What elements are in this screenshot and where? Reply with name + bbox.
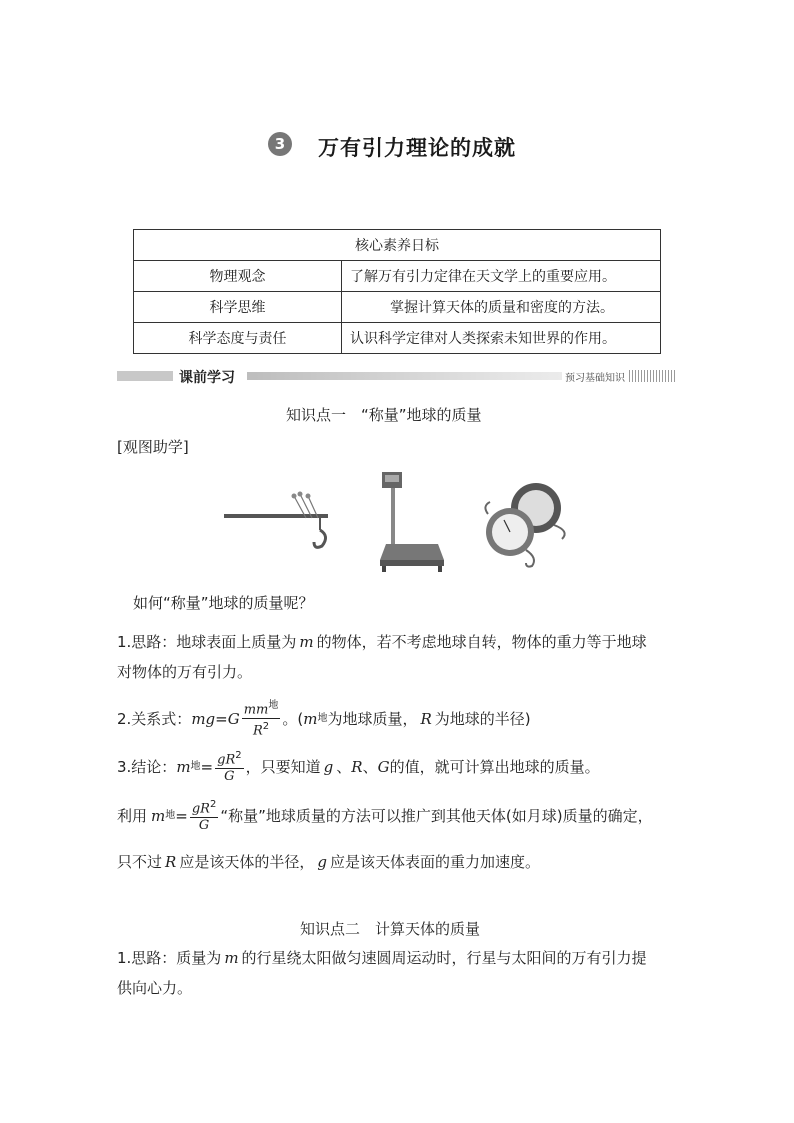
table-cell-content: 认识科学定律对人类探索未知世界的作用。 (342, 323, 661, 354)
core-literacy-table (133, 229, 661, 354)
kp2-item1-text-b: 的行星绕太阳做匀速圆周运动时，行星与太阳间的万有引力提 (241, 949, 647, 967)
section-number-badge: 3 (268, 132, 292, 156)
table-row (134, 323, 661, 354)
kp1-extra-line2b: 应是该天体的半径， (179, 853, 315, 871)
scale-platform (380, 544, 444, 560)
frac-numerator: mm (243, 702, 269, 718)
kp1-title: 知识点一 “称量”地球的质量 (286, 406, 482, 424)
kp1-item3-g: g (323, 757, 334, 776)
kp1-item1 (117, 627, 647, 657)
kp2-item1-text-a: 1.思路：质量为 (117, 949, 222, 967)
formula-fraction (190, 797, 219, 834)
kp1-item3-G: G (377, 757, 390, 776)
section-bar (117, 368, 677, 384)
frac-numerator: gR (217, 752, 236, 768)
frac-denominator-sup: 2 (262, 721, 270, 733)
kp1-item2-desc1: 为地球质量， (327, 709, 418, 728)
kp1-extra-m-sub: 地 (165, 809, 176, 821)
kp1-item1-m: m (299, 633, 314, 651)
formula-fraction (242, 698, 281, 740)
bar-stripes (623, 370, 677, 382)
frac-denominator: G (198, 818, 210, 834)
kp2-item1-line2: 供向心力。 (117, 979, 193, 997)
kp1-extra-line2c: 应是该天体表面的重力加速度。 (329, 853, 540, 871)
table-cell-category: 科学态度与责任 (134, 323, 342, 354)
table-row (134, 292, 661, 323)
kp1-extra-line2a: 只不过 (117, 853, 163, 871)
bar-left-block (117, 371, 173, 381)
table-header: 核心素养日标 (134, 230, 661, 261)
kp1-item1-text-b: 的物体，若不考虑地球自转，物体的重力等于地球 (316, 633, 647, 651)
kp1-question: 如何“称量”地球的质量呢？ (133, 594, 314, 612)
kp1-item2 (117, 698, 531, 740)
section-bar-label: 课前学习 (179, 370, 235, 386)
table-cell-category: 科学思维 (134, 292, 342, 323)
platform-scale-illustration (372, 470, 452, 580)
kp1-extra-text: “称量”地球质量的方法可以推广到其他天体(如月球)质量的确定， (220, 806, 653, 825)
steelyard-beam (224, 514, 328, 518)
kp1-item2-prefix: 2.关系式： (117, 709, 192, 728)
table-cell-category: 物理观念 (134, 261, 342, 292)
kp1-item3-text2: 的值，就可计算出地球的质量。 (389, 757, 600, 776)
kp1-item2-after: 。( (282, 709, 304, 728)
kp1-extra (117, 797, 653, 834)
frac-numerator: gR (191, 801, 210, 817)
formula-G: G (227, 709, 240, 728)
frac-numerator-sup: 2 (209, 799, 217, 810)
frac-numerator-sub: 地 (268, 700, 279, 711)
table-row (134, 261, 661, 292)
kp1-item3-eq: = (200, 757, 214, 776)
kp1-item3-R: R (351, 757, 363, 776)
kp1-extra-eq: = (175, 806, 188, 825)
title-block (0, 130, 794, 170)
kp1-item2-R: R (420, 709, 432, 728)
formula-eq: = (215, 709, 228, 728)
kp1-item3-text1: ，只要知道 (245, 757, 321, 776)
frac-denominator: G (224, 769, 235, 785)
kp1-extra-R: R (165, 853, 177, 871)
kp1-item1-line2: 对物体的万有引力。 (117, 663, 253, 681)
scale-pole (391, 488, 395, 544)
kp1-item1-text-a: 1.思路：地球表面上质量为 (117, 633, 297, 651)
frac-numerator-sup: 2 (235, 750, 242, 761)
kp1-item2-m-sub: 地 (317, 712, 328, 724)
kp2-title: 知识点二 计算天体的质量 (300, 920, 481, 938)
formula-lhs: mg (191, 709, 216, 728)
kp1-item3-prefix: 3.结论： (117, 757, 177, 776)
formula-fraction (215, 748, 244, 785)
kp1-extra-g: g (317, 853, 327, 871)
kp1-item3 (117, 748, 600, 785)
kp1-extra-line2 (117, 847, 540, 877)
kp1-item3-m-sub: 地 (190, 760, 201, 772)
page-title: 万有引力理论的成就 (318, 135, 516, 160)
steelyard-illustration (220, 466, 340, 556)
kp2-item1 (117, 943, 647, 973)
kp2-item1-m: m (224, 949, 239, 967)
frac-denominator: R (252, 723, 263, 739)
kp1-item2-m: m (303, 709, 318, 728)
kp1-extra-prefix: 利用 (117, 806, 148, 825)
table-cell-content: 掌握计算天体的质量和密度的方法。 (342, 292, 661, 323)
table-header-row (134, 230, 661, 261)
table-cell-content: 了解万有引力定律在天文学上的重要应用。 (342, 261, 661, 292)
kp1-tag: [观图助学] (117, 438, 189, 456)
kp1-item3-sep2: 、 (362, 757, 378, 776)
kp1-item3-m: m (176, 757, 191, 776)
hook-icon (314, 530, 326, 547)
kp1-item3-sep1: 、 (336, 757, 352, 776)
kp1-extra-m: m (151, 806, 166, 825)
spring-scales-illustration (474, 480, 584, 570)
kp1-item2-desc2: 为地球的半径) (434, 709, 531, 728)
section-bar-right-label: 预习基础知识 (562, 369, 628, 384)
